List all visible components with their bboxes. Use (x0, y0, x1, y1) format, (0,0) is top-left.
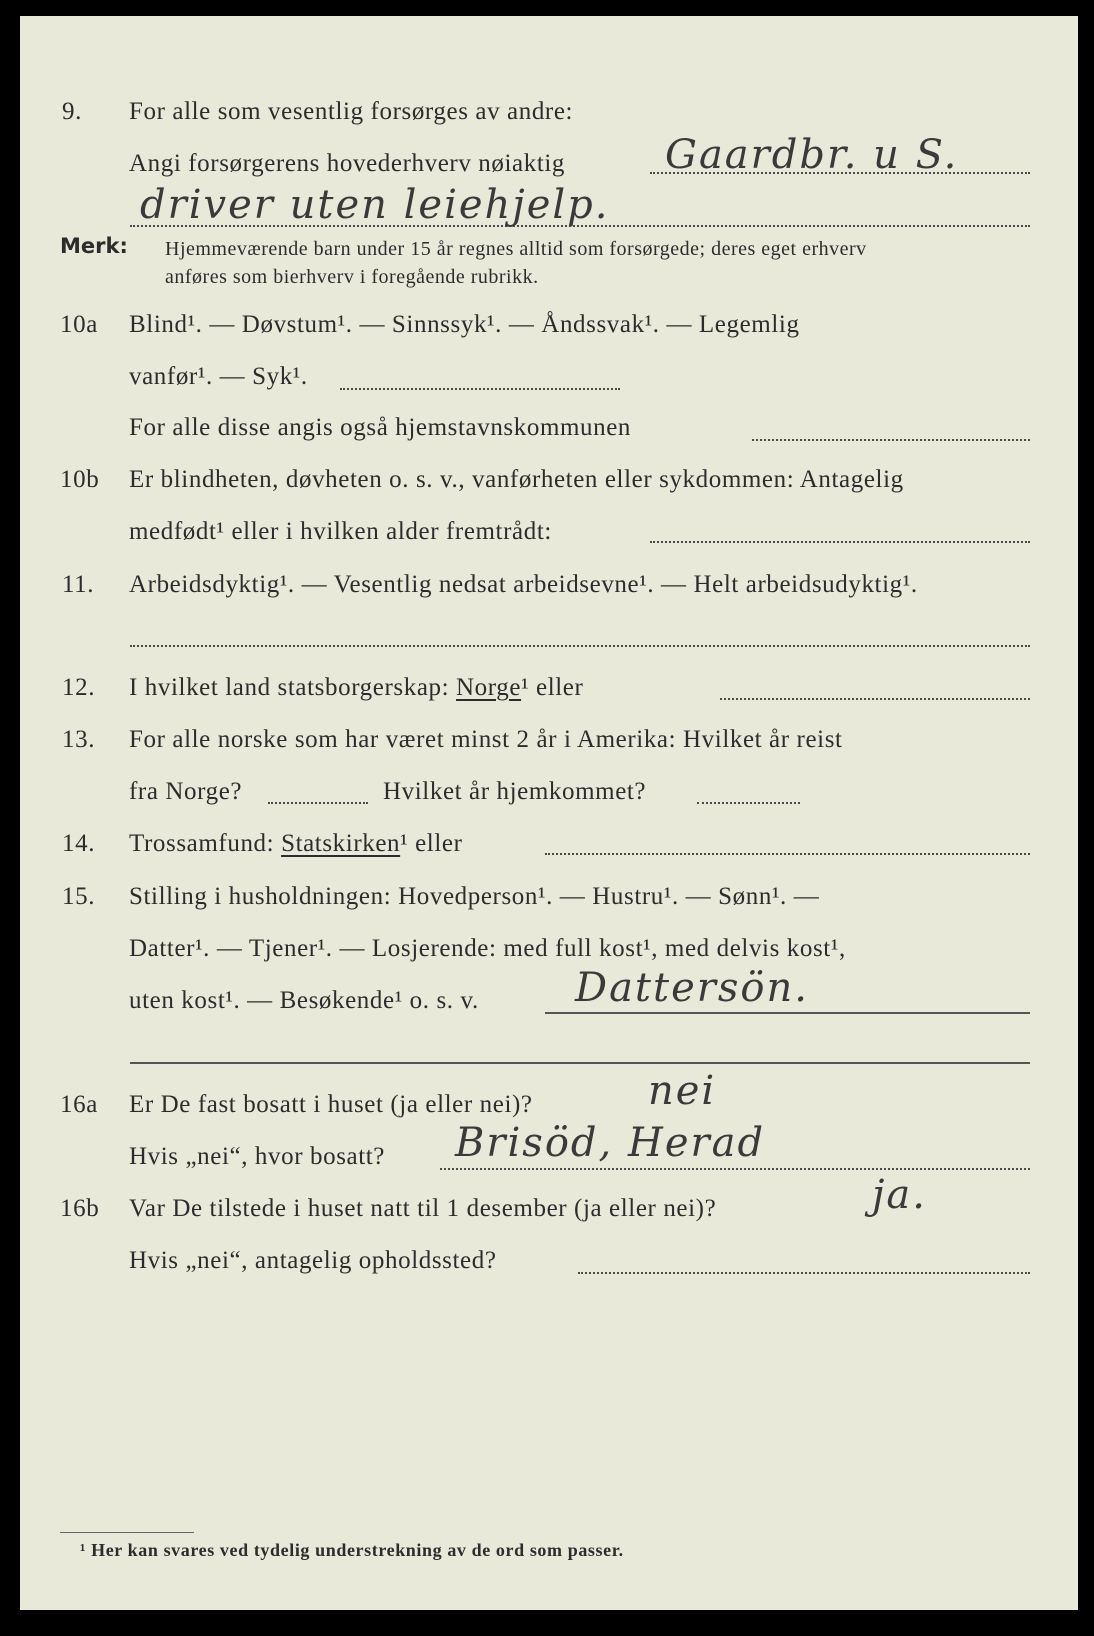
q9-handwritten-occupation: Gaardbr. u S. (665, 132, 959, 178)
q16b-question: Var De tilstede i huset natt til 1 desember (ja eller nei)? (129, 1195, 717, 1222)
q10a-row (0, 305, 1094, 345)
footnote: ¹ Her kan svares ved tydelig understrekning av de ord som passer. (80, 1540, 624, 1560)
q13-right-line (697, 802, 800, 804)
q12-row (0, 668, 1094, 708)
q9-prompt: Angi forsørgerens hovederhverv nøiaktig (129, 150, 566, 177)
q9-row (0, 92, 1094, 132)
q11-number: 11. (62, 571, 95, 598)
q12-answer-line (720, 698, 1030, 700)
q10b-answer-line (650, 541, 1030, 543)
q13-left-line (268, 802, 368, 804)
q15-handwritten-answer: Dattersön. (575, 965, 809, 1011)
q9-number: 9. (62, 98, 82, 125)
q13-left-question: fra Norge? (129, 778, 243, 805)
footnote-rule (60, 1532, 194, 1533)
q13-question: For alle norske som har været minst 2 år i Amerika: Hvilket år reist (129, 726, 843, 753)
q16b-answer-line (578, 1272, 1030, 1274)
q16b-row (0, 1189, 1094, 1229)
q15-extra-line (130, 1062, 1030, 1064)
q16a-handwritten-answer: nei (648, 1068, 717, 1114)
q14-answer-line (545, 853, 1030, 855)
q12-prefix: I hvilket land statsborgerskap: (129, 674, 450, 701)
q16a-question: Er De fast bosatt i huset (ja eller nei)? (129, 1091, 533, 1118)
q10b-question-2: medfødt¹ eller i hvilken alder fremtrådt: (129, 518, 552, 545)
q14-question (129, 824, 463, 864)
q16a-answer-line (440, 1168, 1030, 1170)
q15-row-3 (0, 981, 1094, 1021)
q10a-number: 10a (60, 311, 98, 338)
merk-text-2: anføres som bierhverv i foregående rubrikk. (165, 266, 539, 288)
q15-row-2 (0, 929, 1094, 969)
merk-label: Merk: (60, 234, 128, 258)
q15-options-3: uten kost¹. — Besøkende¹ o. s. v. (129, 987, 479, 1014)
q16a-number: 16a (60, 1091, 98, 1118)
q15-options-2: Datter¹. — Tjener¹. — Losjerende: med full kost¹, med delvis kost¹, (129, 935, 846, 962)
q16b-question-2: Hvis „nei“, antagelig opholdssted? (129, 1247, 497, 1274)
q16b-number: 16b (60, 1195, 100, 1222)
q12-suffix: ¹ eller (521, 674, 584, 701)
q16b-row-2 (0, 1241, 1094, 1281)
q10b-question: Er blindheten, døvheten o. s. v., vanførheten eller sykdommen: Antagelig (129, 466, 904, 493)
q15-row (0, 877, 1094, 917)
q10a-options-2: vanfør¹. — Syk¹. (129, 363, 308, 390)
merk-text-1: Hjemmeværende barn under 15 år regnes alltid som forsørgede; deres eget erhverv (165, 238, 867, 260)
q15-options: Stilling i husholdningen: Hovedperson¹. — Hustru¹. — Sønn¹. — (129, 883, 820, 910)
q9-question: For alle som vesentlig forsørges av andre: (129, 98, 574, 125)
q10a-home-municipality: For alle disse angis også hjemstavnskommunen (129, 414, 632, 441)
q16a-row (0, 1085, 1094, 1125)
q16a-question-2: Hvis „nei“, hvor bosatt? (129, 1143, 386, 1170)
q16a-handwritten-residence: Brisöd, Herad (455, 1120, 766, 1166)
q14-underlined-answer: Statskirken (281, 830, 401, 857)
q11-row (0, 565, 1094, 605)
q10a-row-2 (0, 357, 1094, 397)
q13-row (0, 720, 1094, 760)
q10a-municipality-line (752, 439, 1030, 441)
q10b-row-2 (0, 512, 1094, 552)
q12-number: 12. (62, 674, 96, 701)
q14-number: 14. (62, 830, 96, 857)
q13-right-question: Hvilket år hjemkommet? (383, 778, 647, 805)
q13-row-2 (0, 772, 1094, 812)
q15-answer-line (545, 1012, 1030, 1014)
q15-number: 15. (62, 883, 96, 910)
q12-question (129, 668, 583, 708)
q10a-options: Blind¹. — Døvstum¹. — Sinnssyk¹. — Åndssvak¹. — Legemlig (129, 311, 800, 338)
q13-number: 13. (62, 726, 96, 753)
q12-underlined-answer: Norge (456, 674, 522, 701)
q14-row (0, 824, 1094, 864)
q11-options: Arbeidsdyktig¹. — Vesentlig nedsat arbeidsevne¹. — Helt arbeidsudyktig¹. (129, 571, 918, 598)
q10b-number: 10b (60, 466, 100, 493)
q14-suffix: ¹ eller (400, 830, 463, 857)
q16b-handwritten-answer: ja. (872, 1172, 927, 1218)
q11-answer-line (130, 645, 1030, 647)
q9-handwritten-note: driver uten leiehjelp. (140, 182, 610, 228)
q10b-row (0, 460, 1094, 500)
q10a-answer-line (340, 388, 620, 390)
q10a-row-3 (0, 408, 1094, 448)
q14-prefix: Trossamfund: (129, 830, 275, 857)
